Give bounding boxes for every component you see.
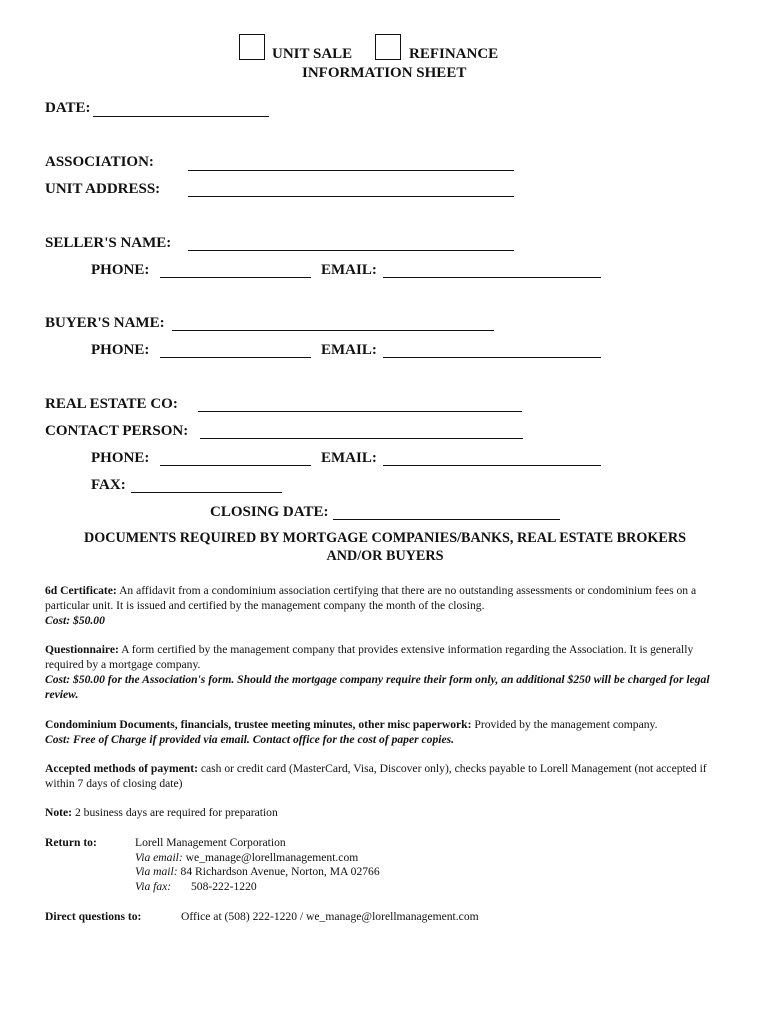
certificate-title: 6d Certificate: (45, 584, 117, 597)
refinance-label: REFINANCE (409, 46, 499, 62)
documents-heading-line1: DOCUMENTS REQUIRED BY MORTGAGE COMPANIES/BANKS, REAL ESTATE BROKERS (83, 530, 687, 546)
re-phone-field[interactable] (160, 465, 311, 466)
direct-questions-text: Office at (508) 222-1220 / we_manage@lorellmanagement.com (181, 910, 479, 923)
buyer-phone-label: PHONE: (91, 342, 150, 358)
association-label: ASSOCIATION: (45, 154, 154, 170)
return-mail-value: 84 Richardson Avenue, Norton, MA 02766 (180, 865, 380, 878)
note-text: 2 business days are required for preparation (74, 806, 278, 819)
seller-phone-field[interactable] (160, 277, 311, 278)
payment-title: Accepted methods of payment: (45, 762, 198, 775)
re-email-label: EMAIL: (321, 450, 377, 466)
return-email-label: Via email: (135, 851, 183, 864)
contact-person-field[interactable] (200, 438, 523, 439)
direct-questions-label: Direct questions to: (45, 910, 142, 923)
seller-email-field[interactable] (383, 277, 601, 278)
questionnaire-section (45, 642, 720, 702)
re-phone-label: PHONE: (91, 450, 150, 466)
condo-docs-section (45, 717, 735, 747)
return-to-label: Return to: (45, 836, 97, 849)
return-mail-label: Via mail: (135, 865, 178, 878)
fax-label: FAX: (91, 477, 126, 493)
date-label: DATE: (45, 100, 91, 116)
return-fax-value: 508-222-1220 (190, 880, 257, 893)
return-mail-line (135, 864, 380, 879)
buyer-email-label: EMAIL: (321, 342, 377, 358)
buyers-name-label: BUYER'S NAME: (45, 315, 165, 331)
closing-date-field[interactable] (333, 519, 560, 520)
buyer-email-field[interactable] (383, 357, 601, 358)
seller-email-label: EMAIL: (321, 262, 377, 278)
payment-section (45, 761, 720, 791)
certificate-cost: Cost: $50.00 (45, 614, 105, 627)
unit-address-field[interactable] (188, 196, 514, 197)
condo-docs-cost: Cost: Free of Charge if provided via email. Contact office for the cost of paper copies. (45, 733, 455, 746)
association-field[interactable] (188, 170, 514, 171)
unit-address-label: UNIT ADDRESS: (45, 181, 161, 197)
sellers-name-label: SELLER'S NAME: (45, 235, 172, 251)
real-estate-co-label: REAL ESTATE CO: (45, 396, 178, 412)
questionnaire-text: A form certified by the management company that provides extensive information regarding the Association. It is generally required by a mortgage company. (45, 643, 694, 671)
contact-person-label: CONTACT PERSON: (45, 423, 189, 439)
note-section (45, 805, 720, 820)
seller-phone-label: PHONE: (91, 262, 150, 278)
re-email-field[interactable] (383, 465, 601, 466)
certificate-text: An affidavit from a condominium association certifying that there are no outstanding assessments or condominium fees on a particular unit. It is issued and certified by the management company the month of the closing. (45, 584, 697, 612)
buyers-name-field[interactable] (172, 330, 494, 331)
questionnaire-title: Questionnaire: (45, 643, 119, 656)
return-fax-label: Via fax: (135, 880, 172, 893)
page-title: INFORMATION SHEET (302, 65, 467, 81)
unit-sale-label: UNIT SALE (272, 46, 353, 62)
date-field[interactable] (93, 116, 269, 117)
return-fax-line (135, 879, 257, 894)
fax-field[interactable] (131, 492, 282, 493)
return-company: Lorell Management Corporation (135, 836, 286, 849)
buyer-phone-field[interactable] (160, 357, 311, 358)
questionnaire-cost: Cost: $50.00 for the Association's form. Should the mortgage company require their form only, an additional $250 will be charged for legal review. (45, 673, 710, 701)
refinance-checkbox[interactable] (375, 34, 401, 60)
note-title: Note: (45, 806, 73, 819)
documents-heading-line2: AND/OR BUYERS (326, 548, 444, 564)
payment-text: cash or credit card (MasterCard, Visa, Discover only), checks payable to Lorell Management (not accepted if within 7 days of closing date) (45, 762, 707, 790)
sellers-name-field[interactable] (188, 250, 514, 251)
real-estate-co-field[interactable] (198, 411, 522, 412)
closing-date-label: CLOSING DATE: (210, 504, 329, 520)
unit-sale-checkbox[interactable] (239, 34, 265, 60)
condo-docs-text: Provided by the management company. (474, 718, 658, 731)
certificate-section (45, 583, 720, 628)
return-email-line (135, 850, 358, 865)
condo-docs-title: Condominium Documents, financials, trustee meeting minutes, other misc paperwork: (45, 718, 472, 731)
return-email-value[interactable]: we_manage@lorellmanagement.com (185, 851, 359, 864)
